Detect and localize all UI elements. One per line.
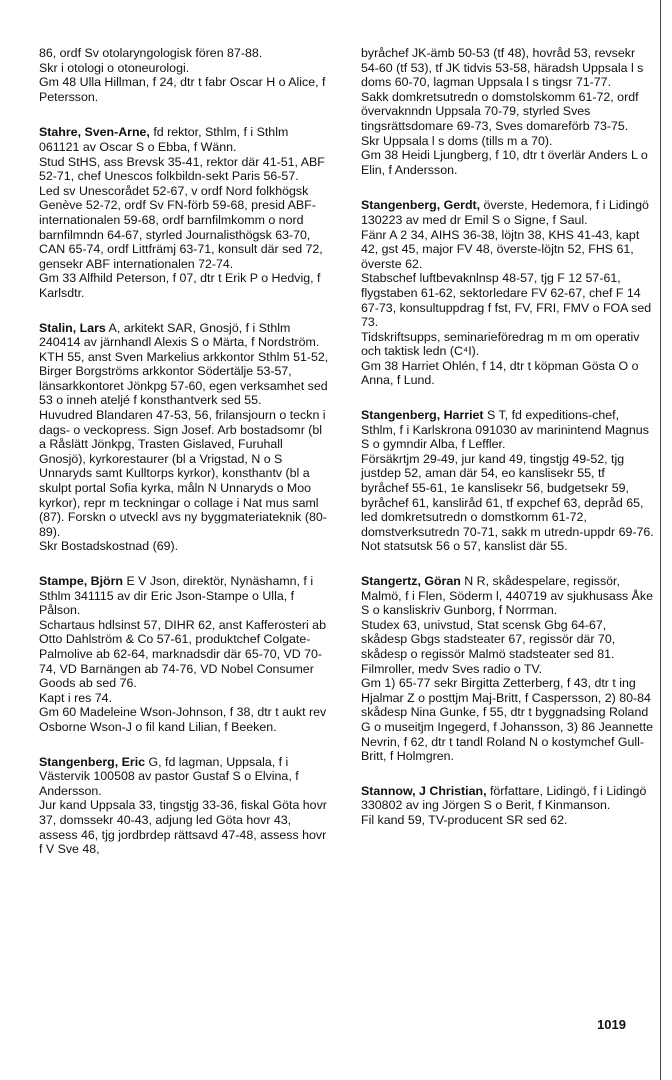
entry-stampe [39,574,332,735]
entry-intro: fd rektor, Sthlm, f i Sthlm 061121 av Oscar S o Ebba, f Wänn. [39,125,289,154]
entry-stangenberg-gerdt [361,198,654,388]
entry-name: Stangenberg, Harriet [361,408,484,423]
entry-paragraph: Försäkrtjm 29-49, jur kand 49, tingstjg 49-52, tjg justdep 52, aman där 54, eo kanslisekr 55, tf byråchef 55-61, 1e kanslisekr 56, budgetsekr 59, byråchef 61, kansliråd 61, tf expchef 63, depråd 65, led domkretsutredn o domstkomm 61-72, domstverksutredn 70-71, sakk m utredn-uppdr 69-76. [361,451,654,539]
page-number: 1019 [597,1017,626,1032]
entry-paragraph: Led sv Unescorådet 52-67, v ordf Nord folkhögsk Genève 52-72, ordf Sv FN-förb 59-68, presid ABF-internationalen 59-68, ordf barnfilmkomm o nord barnfilmndn 64-67, styrled Journalisthögsk 63-70, CAN 65-74, ordf Littfrämj 63-71, konsult där sed 72, gensekr ABF internationalen 72-74. [39,183,323,271]
entry-paragraph: Fänr A 2 34, AIHS 36-38, löjtn 38, KHS 41-43, kapt 42, gst 45, major FV 48, överste-löjtn 52, FHS 61, överste 62. [361,227,640,271]
entry-paragraph: Stud StHS, ass Brevsk 35-41, rektor där 41-51, ABF 52-71, chef Unescos folkbildn-sekt Paris 56-57. [39,154,325,184]
entry-paragraph: KTH 55, anst Sven Markelius arkkontor Sthlm 51-52, Birger Borgströms arkkontor Södertälje 53-57, länsarkkontoret Jönkpg 57-60, egen verksamhet sed 53 o inneh ateljé f konsthantverk sed 55. [39,349,329,408]
entry-paragraph: Gm 60 Madeleine Wson-Johnson, f 38, dtr t aukt rev Osborne Wson-J o fil kand Lilian, f Beeken. [39,705,327,734]
entry-continuation [39,46,332,104]
entry-paragraph: Gm 48 Ulla Hillman, f 24, dtr t fabr Oscar H o Alice, f Petersson. [39,75,326,104]
entry-intro: N R, skådespelare, regissör, Malmö, f i Flen, Söderm l, 440719 av sjukhusass Åke S o kansliskriv Gunborg, f Norrman. [361,574,654,618]
entry-paragraph: Gm 38 Harriet Ohlén, f 14, dtr t köpman Gösta O o Anna, f Lund. [361,358,639,388]
entry-name: Stalin, Lars [39,320,106,335]
entry-name: Stangenberg, Gerdt, [361,198,481,213]
entry-intro: A, arkitekt SAR, Gnosjö, f i Sthlm 240414 av järnhandl Alexis S o Märta, f Nordström. [39,320,320,350]
entry-head [39,125,332,154]
entry-head [361,198,654,227]
entry-paragraph: Stabschef luftbevaknlnsp 48-57, tjg F 12 57-61, flygstaben 61-62, sektorledare FV 62-67, chef F 14 67-73, konsultuppdrag f fst, FV, FRI, FMV o FOA sed 73. [361,271,652,330]
entry-intro: författare, Lidingö, f i Lidingö 330802 av ing Jörgen S o Berit, f Kinmanson. [361,783,647,813]
entry-name: Stampe, Björn [39,574,123,588]
right-column [361,46,654,848]
entry-paragraph: Huvudred Blandaren 47-53, 56, frilansjourn o teckn i dags- o veckopress. Sign Josef. Arb bostadsomr (bl a Råslätt Jönkpg, Trasten Gislaved, Furuhall Gnosjö), kyrkorestaurer (bl a Vrigstad, N o S Unnaryds samt Kulltorps kyrkor), konsthantv (bl a skulpt portal Sofia kyrka, måln N Unnaryds o Moo kyrkor), repr m teckningar o collage i Nat mus saml (87). Forskn o utveckl avs ny byggmateriateknik (80-89). [39,408,327,539]
entry-paragraph: Kapt i res 74. [39,690,113,705]
entry-stahre [39,125,332,300]
entry-paragraph: Jur kand Uppsala 33, tingstjg 33-36, fiskal Göta hovr 37, domssekr 40-43, adjung led Göta hovr 43, assess 46, tjg jordbrdep rättsavd 47-48, assess hovr f V Sve 48, [39,798,327,857]
entry-stannow [361,784,654,828]
entry-paragraph: Skr i otologi o otoneurologi. [39,60,190,75]
entry-head [39,755,332,799]
entry-paragraph: Gm 33 Alfhild Peterson, f 07, dtr t Erik P o Hedvig, f Karlsdtr. [39,271,321,300]
entry-stalin [39,321,332,555]
entry-paragraph: Tidskriftsupps, seminarieföredrag m m om operativ och taktisk ledn (C⁴I). [361,329,640,359]
entry-intro: G, fd lagman, Uppsala, f i Västervik 100508 av pastor Gustaf S o Elvina, f Andersson. [39,754,299,798]
entry-intro: E V Json, direktör, Nynäshamn, f i Sthlm 341115 av dir Eric Json-Stampe o Ulla, f Pålson. [39,574,314,618]
entry-stangertz [361,574,654,764]
entry-paragraph: Not statsutsk 56 o 57, kanslist där 55. [361,539,568,554]
entry-name: Stangertz, Göran [361,574,461,588]
entry-head [361,408,654,452]
page-edge-rule [660,0,661,1080]
left-column [39,46,332,877]
entry-paragraph: Gm 38 Heidi Ljungberg, f 10, dtr t överlär Anders L o Elin, f Andersson. [361,148,648,177]
entry-head [39,574,332,618]
entry-paragraph: Studex 63, univstud, Stat scensk Gbg 64-67, skådesp Gbgs stadsteater 67, regissör där 70, skådesp o regissör Malmö stadsteater sed 81. [361,617,616,661]
entry-paragraph: Filmroller, medv Sves radio o TV. [361,661,543,676]
entry-head [39,321,332,350]
entry-paragraph: 86, ordf Sv otolaryngologisk fören 87-88. [39,46,263,60]
entry-name: Stannow, J Christian, [361,783,487,798]
entry-paragraph: Sakk domkretsutredn o domstolskomm 61-72, ordf övervaknndn Uppsala 70-79, styrled Sves tingsrättsdomare 69-73, Sves domareförb 73-75. [361,89,639,133]
entry-head [361,784,654,813]
entry-paragraph: Fil kand 59, TV-producent SR sed 62. [361,812,568,827]
entry-head [361,574,654,618]
entry-paragraph: byråchef JK-ämb 50-53 (tf 48), hovråd 53, revsekr 54-60 (tf 53), tf JK tidvis 53-58, häradsh Uppsala l s doms 60-70, lagman Uppsala l s tingsr 71-77. [361,46,644,90]
entry-stangenberg-eric [39,755,332,857]
entry-name: Stangenberg, Eric [39,754,146,769]
entry-name: Stahre, Sven-Arne, [39,125,150,140]
entry-stangenberg-harriet [361,408,654,554]
entry-continuation [361,46,654,177]
entry-paragraph: Skr Uppsala l s doms (tills m a 70). [361,133,553,148]
entry-paragraph: Schartaus hdlsinst 57, DIHR 62, anst Kafferosteri ab Otto Dahlström & Co 57-61, produktchef Colgate-Palmolive ab 62-64, marknadsdir där 65-70, VD 70-74, VD Barnängen ab 74-76, VD Nobel Consumer Goods ab sed 76. [39,617,326,691]
entry-intro: S T, fd expeditions-chef, Sthlm, f i Karlskrona 091030 av marinintend Magnus S o gymndir Alba, f Leffler. [361,408,649,452]
entry-intro: överste, Hedemora, f i Lidingö 130223 av med dr Emil S o Signe, f Saul. [361,198,649,227]
entry-paragraph: Gm 1) 65-77 sekr Birgitta Zetterberg, f 43, dtr t ing Hjalmar Z o posttjm Maj-Britt, f Caspersson, 2) 80-84 skådesp Nina Gunke, f 55, dtr t byggnadsing Roland G o museitjm Ingegerd, f Johansson, 3) 86 Jeannette Nevrin, f 62, dtr t tandl Roland N o kostymchef Gull-Britt, f Holmgren. [361,676,654,764]
entry-paragraph: Skr Bostadskostnad (69). [39,539,179,554]
